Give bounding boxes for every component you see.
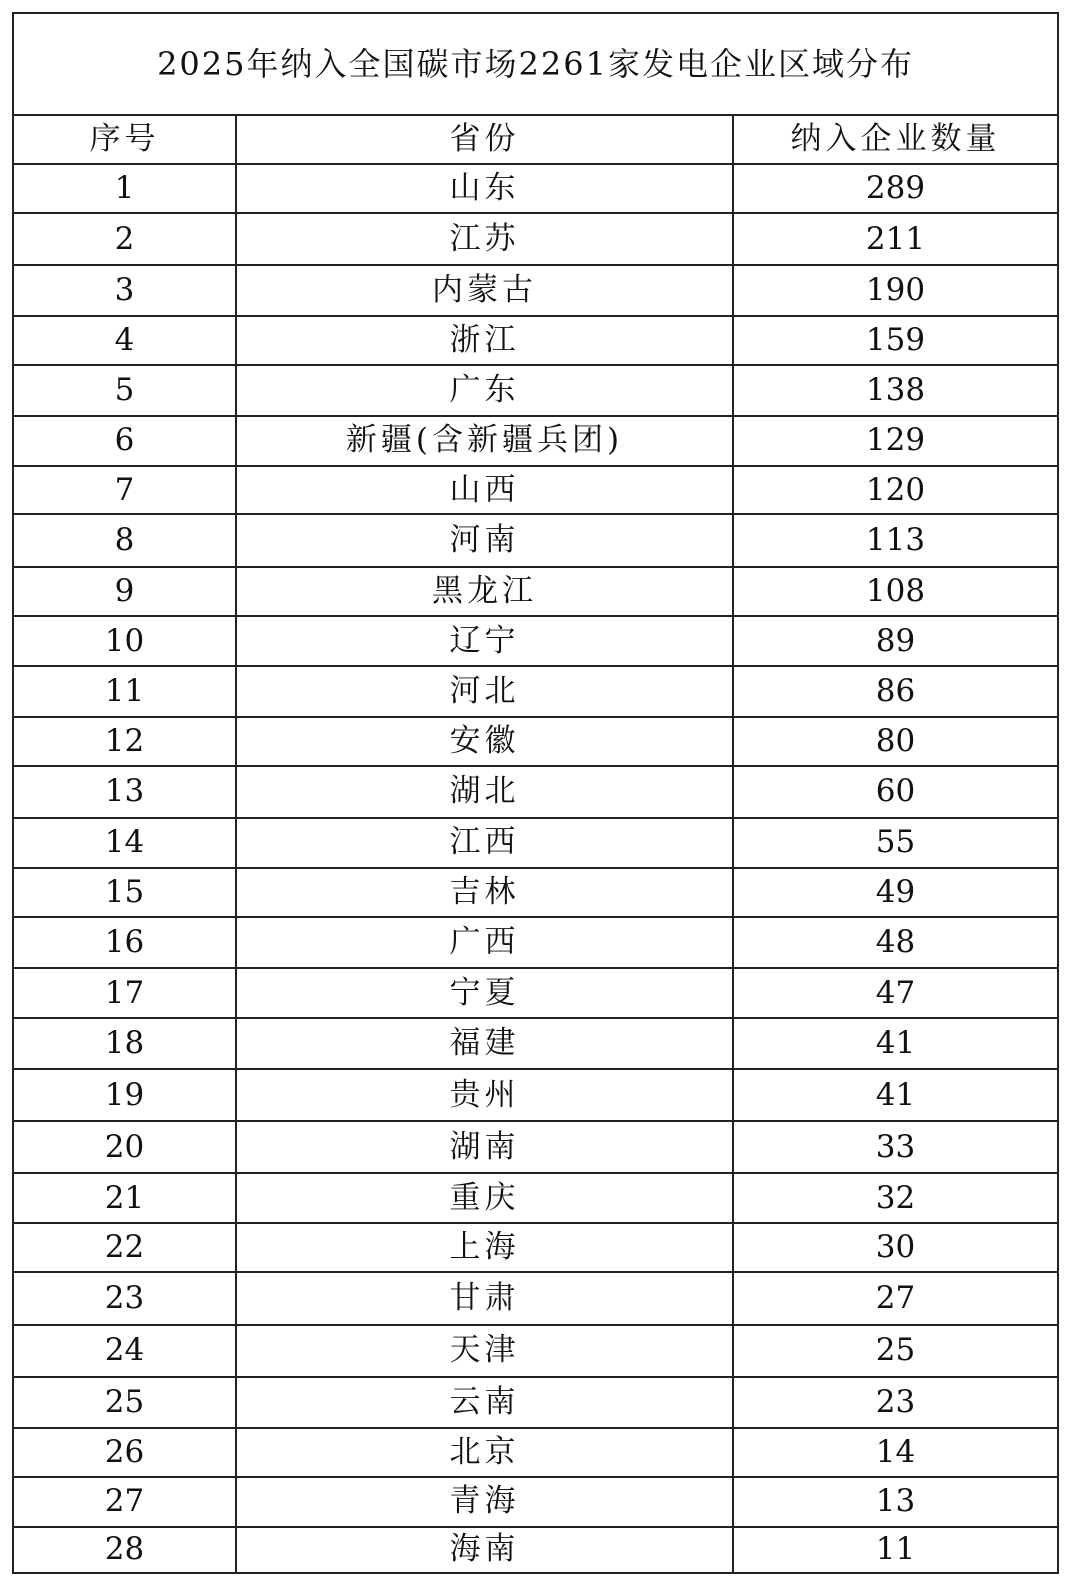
table-title: 2025年纳入全国碳市场2261家发电企业区域分布 xyxy=(13,13,1058,115)
row-count: 289 xyxy=(733,164,1058,212)
row-count: 32 xyxy=(733,1173,1058,1222)
row-province: 云南 xyxy=(236,1377,733,1427)
table-row xyxy=(13,1121,1058,1174)
table-row xyxy=(13,917,1058,968)
row-province: 天津 xyxy=(236,1325,733,1378)
row-province: 浙江 xyxy=(236,316,733,365)
row-count: 41 xyxy=(733,1018,1058,1069)
row-count: 113 xyxy=(733,514,1058,567)
table-row xyxy=(13,1223,1058,1272)
row-province: 辽宁 xyxy=(236,616,733,665)
table-row xyxy=(13,567,1058,616)
row-province: 山东 xyxy=(236,164,733,212)
row-count: 190 xyxy=(733,265,1058,315)
row-count: 120 xyxy=(733,466,1058,514)
table-row xyxy=(13,968,1058,1017)
header-count: 纳入企业数量 xyxy=(733,115,1058,164)
row-count: 23 xyxy=(733,1377,1058,1427)
row-index: 8 xyxy=(13,514,236,567)
table-row xyxy=(13,766,1058,819)
table-row xyxy=(13,1428,1058,1477)
row-province: 广西 xyxy=(236,917,733,968)
row-index: 4 xyxy=(13,316,236,365)
row-index: 27 xyxy=(13,1477,236,1526)
row-index: 1 xyxy=(13,164,236,212)
table-row xyxy=(13,717,1058,765)
row-index: 9 xyxy=(13,567,236,616)
row-province: 广东 xyxy=(236,365,733,415)
row-province: 甘肃 xyxy=(236,1272,733,1325)
row-count: 48 xyxy=(733,917,1058,968)
row-count: 49 xyxy=(733,868,1058,917)
row-index: 17 xyxy=(13,968,236,1017)
table-row xyxy=(13,316,1058,365)
table-row xyxy=(13,1272,1058,1325)
row-index: 26 xyxy=(13,1428,236,1477)
row-province: 吉林 xyxy=(236,868,733,917)
row-index: 19 xyxy=(13,1069,236,1120)
title-row xyxy=(13,13,1058,115)
row-province: 山西 xyxy=(236,466,733,514)
row-index: 15 xyxy=(13,868,236,917)
table-body xyxy=(13,13,1058,1573)
table-row xyxy=(13,416,1058,466)
row-province: 海南 xyxy=(236,1527,733,1574)
table-row xyxy=(13,514,1058,567)
row-index: 24 xyxy=(13,1325,236,1378)
header-province: 省份 xyxy=(236,115,733,164)
row-index: 16 xyxy=(13,917,236,968)
row-index: 22 xyxy=(13,1223,236,1272)
row-province: 黑龙江 xyxy=(236,567,733,616)
row-count: 211 xyxy=(733,213,1058,266)
row-index: 13 xyxy=(13,766,236,819)
row-province: 湖南 xyxy=(236,1121,733,1174)
row-count: 30 xyxy=(733,1223,1058,1272)
row-index: 28 xyxy=(13,1527,236,1574)
row-province: 青海 xyxy=(236,1477,733,1526)
table-row xyxy=(13,265,1058,315)
row-index: 11 xyxy=(13,666,236,717)
row-index: 14 xyxy=(13,818,236,867)
row-count: 41 xyxy=(733,1069,1058,1120)
table-row xyxy=(13,616,1058,665)
header-index: 序号 xyxy=(13,115,236,164)
row-count: 47 xyxy=(733,968,1058,1017)
row-province: 宁夏 xyxy=(236,968,733,1017)
row-province: 江苏 xyxy=(236,213,733,266)
table-row xyxy=(13,666,1058,717)
row-index: 7 xyxy=(13,466,236,514)
row-count: 33 xyxy=(733,1121,1058,1174)
row-count: 108 xyxy=(733,567,1058,616)
distribution-table xyxy=(12,12,1059,1574)
table-row xyxy=(13,213,1058,266)
table-row xyxy=(13,164,1058,212)
row-count: 159 xyxy=(733,316,1058,365)
table-row xyxy=(13,1325,1058,1378)
row-count: 138 xyxy=(733,365,1058,415)
table-row xyxy=(13,1069,1058,1120)
table-row xyxy=(13,1527,1058,1574)
row-count: 25 xyxy=(733,1325,1058,1378)
row-index: 18 xyxy=(13,1018,236,1069)
row-index: 10 xyxy=(13,616,236,665)
row-province: 安徽 xyxy=(236,717,733,765)
row-index: 25 xyxy=(13,1377,236,1427)
row-index: 12 xyxy=(13,717,236,765)
row-index: 20 xyxy=(13,1121,236,1174)
row-index: 5 xyxy=(13,365,236,415)
table-row xyxy=(13,868,1058,917)
table-row xyxy=(13,466,1058,514)
row-province: 重庆 xyxy=(236,1173,733,1222)
row-count: 80 xyxy=(733,717,1058,765)
row-province: 内蒙古 xyxy=(236,265,733,315)
row-province: 福建 xyxy=(236,1018,733,1069)
row-province: 北京 xyxy=(236,1428,733,1477)
table-row xyxy=(13,1018,1058,1069)
row-count: 129 xyxy=(733,416,1058,466)
row-index: 6 xyxy=(13,416,236,466)
row-province: 新疆(含新疆兵团) xyxy=(236,416,733,466)
row-index: 2 xyxy=(13,213,236,266)
row-count: 55 xyxy=(733,818,1058,867)
row-count: 13 xyxy=(733,1477,1058,1526)
row-count: 14 xyxy=(733,1428,1058,1477)
row-count: 86 xyxy=(733,666,1058,717)
header-row xyxy=(13,115,1058,164)
row-province: 湖北 xyxy=(236,766,733,819)
table-row xyxy=(13,365,1058,415)
row-province: 河北 xyxy=(236,666,733,717)
table-row xyxy=(13,1173,1058,1222)
row-index: 23 xyxy=(13,1272,236,1325)
row-province: 河南 xyxy=(236,514,733,567)
row-count: 60 xyxy=(733,766,1058,819)
table-row xyxy=(13,818,1058,867)
row-index: 3 xyxy=(13,265,236,315)
row-index: 21 xyxy=(13,1173,236,1222)
row-count: 89 xyxy=(733,616,1058,665)
row-count: 11 xyxy=(733,1527,1058,1574)
table-row xyxy=(13,1377,1058,1427)
row-province: 上海 xyxy=(236,1223,733,1272)
row-province: 贵州 xyxy=(236,1069,733,1120)
table-row xyxy=(13,1477,1058,1526)
row-province: 江西 xyxy=(236,818,733,867)
row-count: 27 xyxy=(733,1272,1058,1325)
